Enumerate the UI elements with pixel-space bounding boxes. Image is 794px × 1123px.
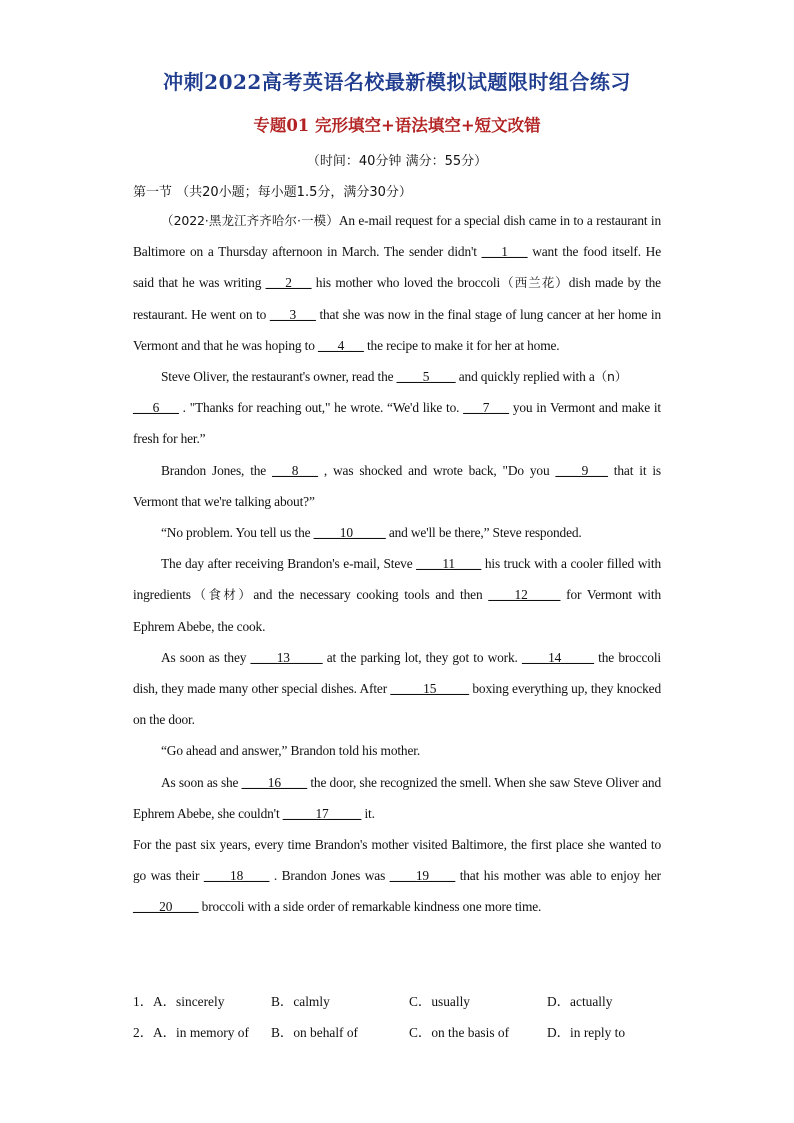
- blank-10: ____10_____: [313, 525, 386, 541]
- passage-text: the broccoli dish, they made many other special dishes. After: [133, 649, 661, 697]
- passage-text: want the food itself. He said that he was writing: [133, 244, 661, 291]
- section-heading: 第一节 （共20小题；每小题1.5分，满分30分）: [133, 185, 412, 200]
- passage-paragraph: [133, 455, 661, 517]
- cloze-passage: [133, 205, 661, 923]
- blank-8: ___8___: [272, 462, 318, 478]
- passage-text: . "Thanks for reaching out," he wrote. “We'd like to.: [178, 400, 464, 416]
- blank-9: ____9___: [555, 462, 608, 478]
- passage-text: and the necessary cooking tools and then: [253, 587, 489, 603]
- blank-11: ____11____: [416, 556, 482, 572]
- passage-text: the recipe to make it for her at home.: [363, 337, 560, 353]
- passage-text: . Brandon Jones was: [269, 868, 390, 884]
- option-d: D．in reply to: [547, 1025, 626, 1041]
- blank-6: ___6___: [133, 400, 179, 416]
- question-number: 1．: [133, 994, 154, 1009]
- option-c: C．usually: [409, 994, 471, 1009]
- passage-paragraph: [133, 361, 661, 455]
- passage-text: that it is Vermont that we're talking about?”: [133, 462, 661, 509]
- answer-options: [133, 986, 693, 1048]
- passage-text: his mother who loved the broccoli: [311, 275, 501, 291]
- passage-text: Steve Oliver, the restaurant's owner, read the: [161, 369, 397, 385]
- passage-text: boxing everything up, they knocked on the door.: [133, 681, 661, 728]
- blank-16: ____16____: [241, 774, 308, 790]
- passage-text: and we'll be there,” Steve responded.: [385, 525, 582, 541]
- exam-meta: （时间：40分钟 满分：55分）: [306, 154, 488, 169]
- blank-7: ___7___: [463, 400, 509, 416]
- option-a: A．sincerely: [153, 994, 225, 1009]
- blank-15: _____15_____: [390, 681, 469, 697]
- passage-text: For the past six years, every time Brandon's mother visited Baltimore, the first place she wanted to go was their: [133, 837, 661, 884]
- option-d: D．actually: [547, 994, 613, 1009]
- passage-text: “No problem. You tell us the: [161, 525, 314, 541]
- passage-text: for Vermont with Ephrem Abebe, the cook.: [133, 587, 661, 634]
- page-title: 冲刺2022高考英语名校最新模拟试题限时组合练习: [163, 70, 631, 94]
- option-a: A．in memory of: [153, 1025, 249, 1041]
- blank-3: ___3___: [269, 306, 316, 322]
- passage-text: the door, she recognized the smell. When she saw Steve Oliver and Ephrem Abebe, she couldn't: [133, 774, 661, 821]
- passage-paragraph: [133, 829, 661, 923]
- blank-1: ___1___: [481, 244, 528, 260]
- passage-text: , was shocked and wrote back, "Do you: [317, 462, 556, 478]
- passage-text: it.: [361, 805, 375, 821]
- option-b: B．on behalf of: [271, 1025, 359, 1041]
- blank-12: ____12_____: [488, 587, 561, 603]
- blank-13: ____13_____: [250, 649, 323, 665]
- passage-text: and quickly replied with a: [455, 369, 595, 385]
- blank-20: ____20____: [133, 899, 199, 915]
- option-c: C．on the basis of: [409, 1025, 510, 1041]
- question-number: 2．: [133, 1025, 154, 1041]
- blank-4: ___4___: [317, 337, 364, 353]
- passage-text: As soon as she: [161, 774, 242, 790]
- blank-19: ____19____: [389, 868, 456, 884]
- passage-source: （2022·黑龙江齐齐哈尔·一模）: [161, 213, 339, 228]
- option-row: [133, 1017, 693, 1048]
- page-subtitle: 专题01 完形填空+语法填空+短文改错: [253, 116, 541, 135]
- passage-paragraph: [133, 642, 661, 736]
- passage-paragraph: [133, 735, 661, 766]
- passage-text: “Go ahead and answer,” Brandon told his mother.: [161, 743, 421, 759]
- chinese-annotation: （n）: [594, 369, 628, 385]
- passage-paragraph: [133, 767, 661, 829]
- passage-text: dish made by the restaurant. He went on to: [133, 275, 661, 322]
- passage-text: Brandon Jones, the: [161, 462, 273, 478]
- blank-17: _____17_____: [282, 805, 362, 821]
- passage-text: you in Vermont and make it fresh for her.”: [133, 400, 661, 447]
- blank-5: ____5____: [396, 369, 456, 385]
- blank-18: ____18____: [203, 868, 270, 884]
- passage-text: An e-mail request for a special dish came in to a restaurant in Baltimore on a Thursday afternoon in March. The sender didn't: [133, 213, 661, 260]
- option-b: B．calmly: [271, 994, 330, 1009]
- passage-paragraph: [133, 205, 661, 361]
- blank-14: ____14_____: [521, 649, 594, 665]
- passage-text: at the parking lot, they got to work.: [322, 649, 522, 665]
- blank-2: ___2___: [265, 275, 312, 291]
- passage-text: The day after receiving Brandon's e-mail, Steve: [161, 556, 417, 572]
- chinese-annotation: （西兰花）: [500, 275, 569, 291]
- passage-text: As soon as they: [161, 649, 251, 665]
- option-row: [133, 986, 693, 1017]
- passage-text: his truck with a cooler filled with ingredients: [133, 556, 661, 603]
- passage-paragraph: [133, 517, 661, 548]
- chinese-annotation: （食材）: [190, 587, 254, 603]
- passage-paragraph: [133, 548, 661, 642]
- passage-text: that his mother was able to enjoy her: [455, 868, 661, 884]
- passage-text: that she was now in the final stage of lung cancer at her home in Vermont and that he was hoping to: [133, 306, 661, 353]
- passage-text: broccoli with a side order of remarkable kindness one more time.: [198, 899, 542, 915]
